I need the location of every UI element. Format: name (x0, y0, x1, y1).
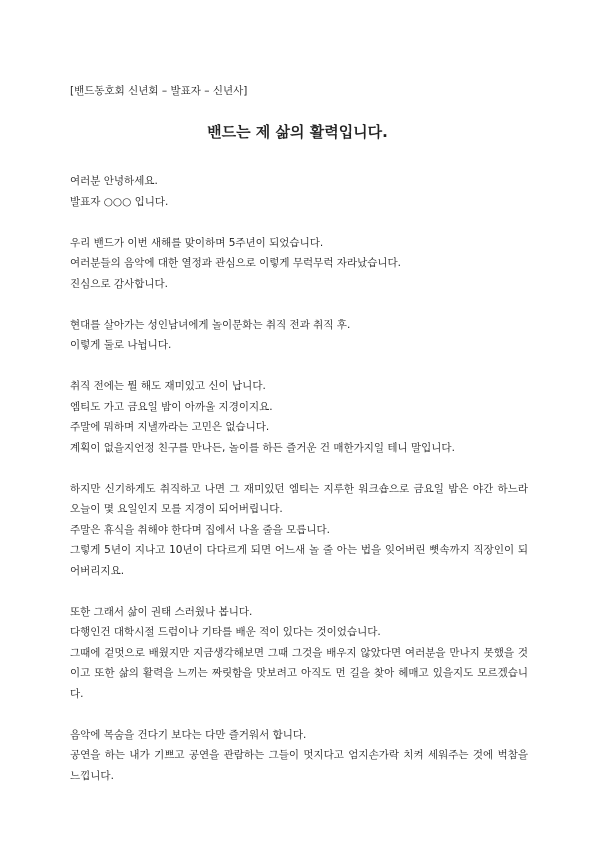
text-line: 엠티도 가고 금요일 밤이 아까울 지경이지요. (70, 400, 273, 413)
text-line: 현대를 살아가는 성인남녀에게 놀이문화는 취직 전과 취직 후. (70, 318, 351, 331)
paragraph-before-employment (70, 376, 528, 458)
text-line: 발표자 ○○○ 입니다. (70, 195, 169, 208)
text-line: 하지만 신기하게도 취직하고 나면 그 재미있던 엠티는 지루한 워크숍으로 금요일 밤은 야간 하느라 오늘이 몇 요일인지 모를 지경이 되어버립니다. (70, 482, 528, 515)
text-line: 주말은 휴식을 취해야 한다며 집에서 나올 줄을 모릅니다. (70, 523, 330, 536)
paragraph-greeting (70, 171, 528, 212)
text-line: 음악에 목숨을 건다기 보다는 다만 즐거워서 합니다. (70, 728, 307, 741)
text-line: 진심으로 감사합니다. (70, 277, 168, 290)
paragraph-leisure-culture (70, 315, 528, 356)
text-line: 취직 전에는 뭘 해도 재미있고 신이 납니다. (70, 380, 266, 392)
text-line: 우리 밴드가 이번 새해를 맞이하며 5주년이 되었습니다. (70, 236, 324, 249)
text-line: 여러분 안녕하세요. (70, 175, 158, 187)
text-line: 주말에 뭐하며 지낼까라는 고민은 없습니다. (70, 421, 270, 433)
paragraph-anniversary (70, 233, 528, 295)
document-category-tag: [밴드동호회 신년회 – 발표자 – 신년사] (70, 85, 248, 97)
text-line: 공연을 하는 내가 기쁘고 공연을 관람하는 그들이 멋지다고 엄지손가락 치켜 세워주는 것에 벅참을 느낍니다. (70, 749, 528, 782)
text-line: 여러분들의 음악에 대한 열정과 관심으로 이렇게 무럭무럭 자라났습니다. (70, 257, 401, 269)
paragraph-after-employment (70, 479, 528, 582)
paragraph-joy-of-music (70, 725, 528, 787)
document-body (70, 171, 528, 807)
text-line: 다행인건 대학시절 드럼이나 기타를 배운 적이 있다는 것이었습니다. (70, 626, 381, 638)
text-line: 계획이 없을지언정 친구를 만나든, 놀이를 하든 즐거운 건 매한가지일 테니 말입니다. (70, 441, 455, 454)
paragraph-music-discovery (70, 602, 528, 705)
text-line: 또한 그래서 삶이 권태 스러웠나 봅니다. (70, 605, 253, 618)
text-line: 그렇게 5년이 지나고 10년이 다다르게 되면 어느새 놀 줄 아는 법을 잊어버린 뼛속까지 직장인이 되어버리지요. (70, 544, 528, 577)
text-line: 그때에 겉멋으로 배웠지만 지금생각해보면 그때 그것을 배우지 않았다면 여러분을 만나지 못했을 것이고 또한 삶의 활력을 느끼는 짜릿함을 맛보려고 아직도 먼 길을 찾아 헤매고 있을지도 모르겠습니다. (70, 646, 528, 700)
text-line: 이렇게 둘로 나뉩니다. (70, 339, 172, 351)
document-title: 밴드는 제 삶의 활력입니다. (207, 123, 388, 141)
